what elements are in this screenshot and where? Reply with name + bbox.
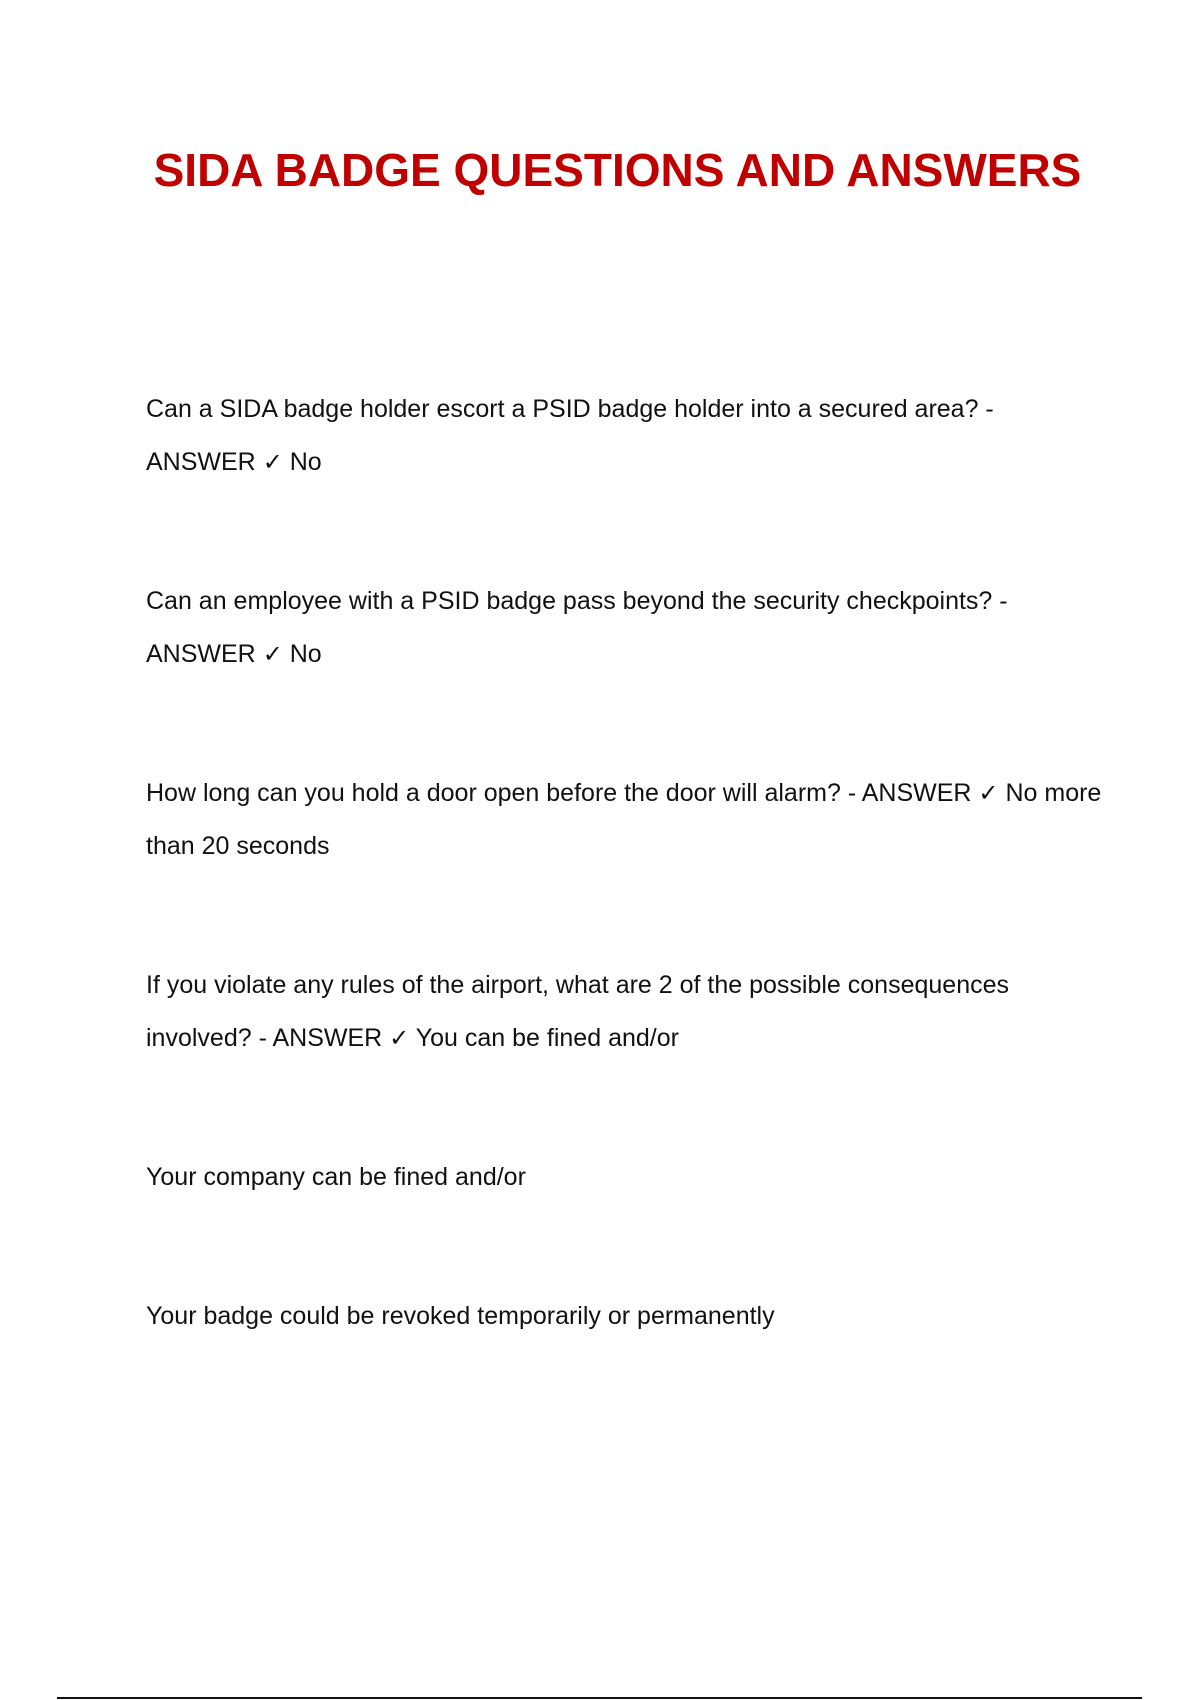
page-bottom-rule [57,1697,1142,1699]
answer-continuation-line: Your badge could be revoked temporarily or permanently [146,1302,775,1330]
question-text: How long can you hold a door open before the door will alarm? - ANSWER [146,779,972,807]
answer-text: No [289,448,322,476]
qa-item [146,767,1106,873]
question-text: Can a SIDA badge holder escort a PSID badge holder into a secured area? - ANSWER [146,395,994,476]
document-title: SIDA BADGE QUESTIONS AND ANSWERS [153,144,1082,196]
answer-text: No more than 20 seconds [146,779,1102,860]
qa-item [146,959,1106,1065]
answer-text: You can be fined and/or [415,1024,679,1052]
qa-item [146,575,1106,681]
checkmark-icon: ✓ [262,640,283,668]
checkmark-icon: ✓ [262,448,283,476]
question-text: Can an employee with a PSID badge pass beyond the security checkpoints? - ANSWER [146,587,1008,668]
answer-text: No [289,640,322,668]
answer-continuation-line: Your company can be fined and/or [146,1163,526,1191]
checkmark-icon: ✓ [978,779,999,807]
checkmark-icon: ✓ [389,1024,410,1052]
qa-item [146,383,1106,489]
question-text: If you violate any rules of the airport, what are 2 of the possible consequences involved? - ANSWER [146,971,1010,1052]
